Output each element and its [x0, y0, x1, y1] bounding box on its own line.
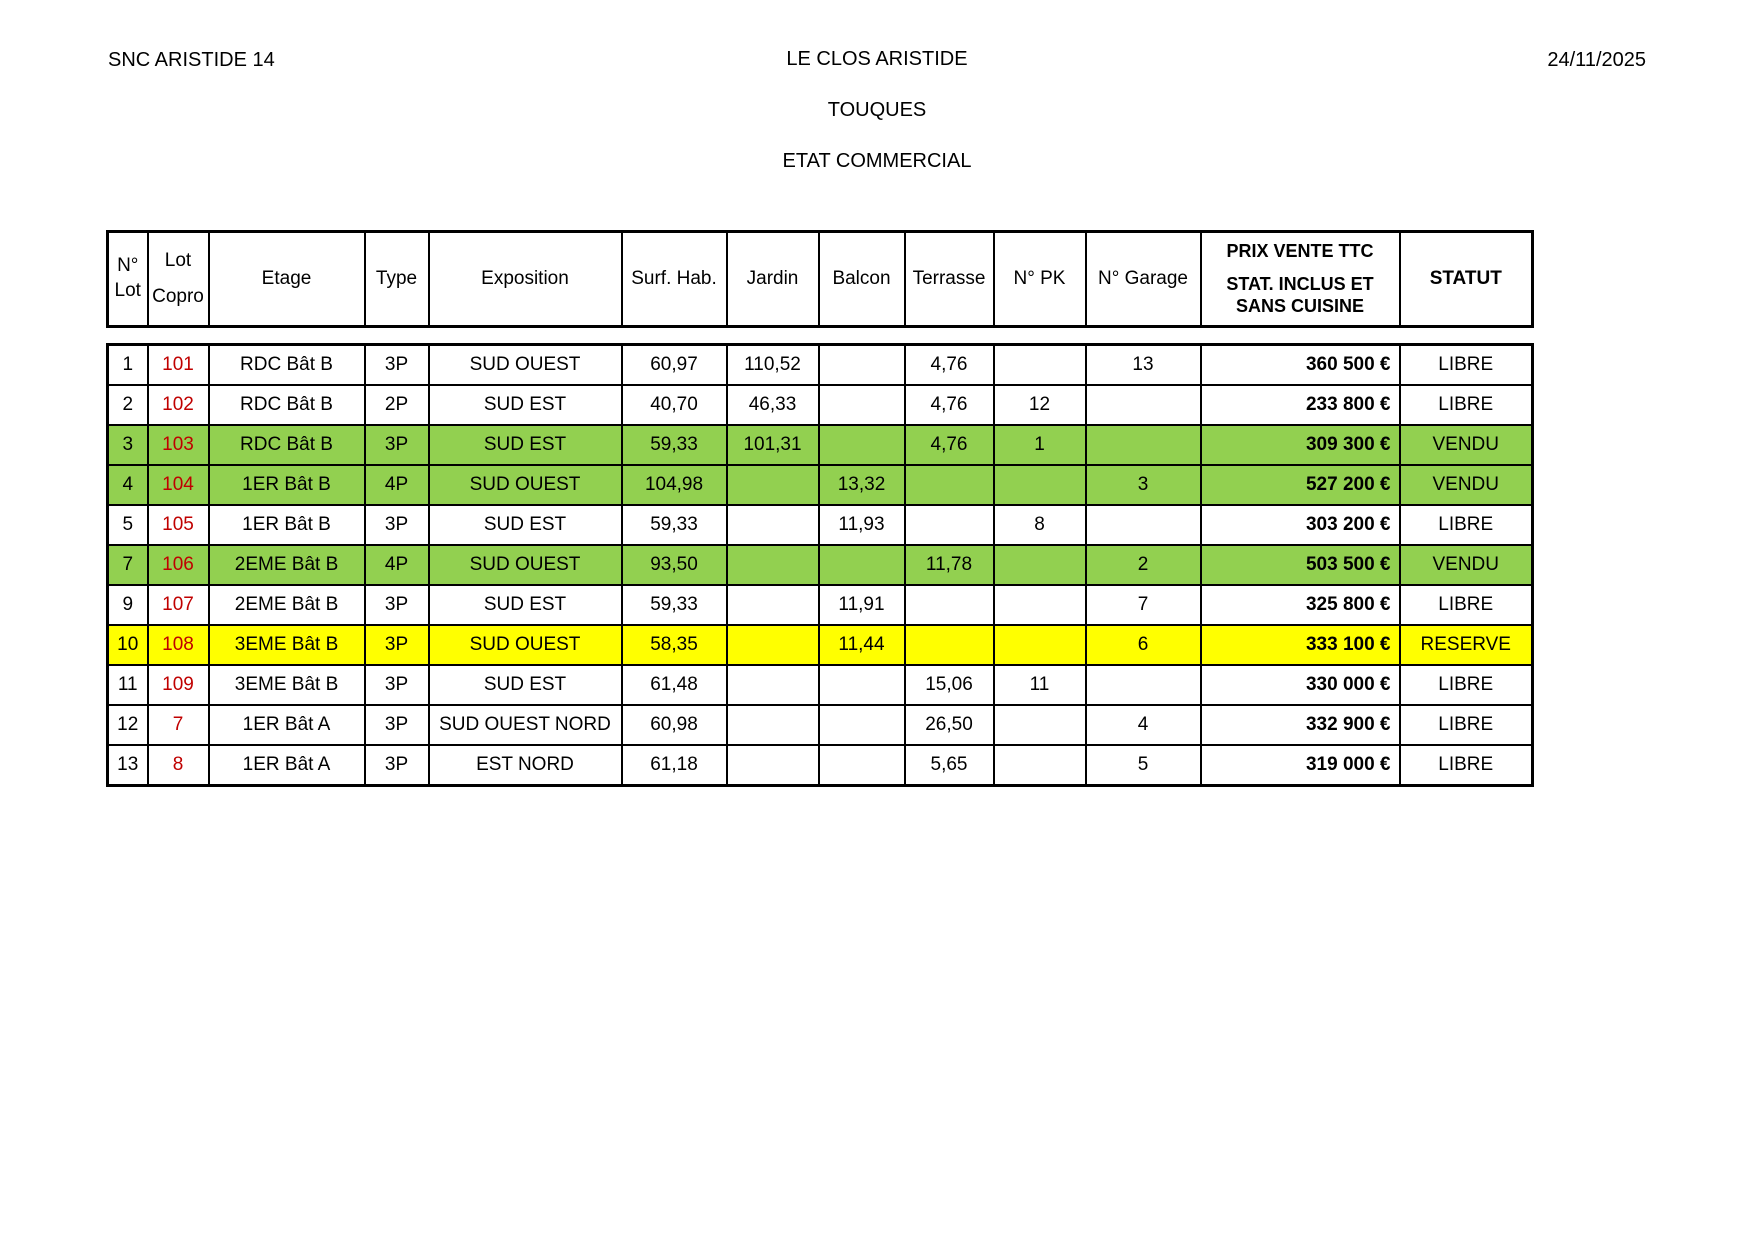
header-no-lot-line2: Lot [114, 280, 141, 301]
cell-etage: RDC Bât B [209, 385, 365, 425]
cell-balcon [819, 705, 905, 745]
cell-jardin [727, 705, 819, 745]
cell-exposition: SUD OUEST [429, 465, 622, 505]
cell-terrasse: 11,78 [905, 545, 994, 585]
cell-jardin [727, 505, 819, 545]
cell-lot: 1 [108, 345, 148, 386]
table-header [106, 230, 1534, 328]
header-jardin: Jardin [727, 232, 819, 327]
cell-type: 3P [365, 505, 429, 545]
cell-surf-hab: 60,97 [622, 345, 727, 386]
cell-exposition: SUD EST [429, 585, 622, 625]
cell-jardin [727, 545, 819, 585]
report-subtitle: ETAT COMMERCIAL [782, 150, 972, 172]
cell-type: 3P [365, 345, 429, 386]
cell-prix: 325 800 € [1201, 585, 1400, 625]
header-prix-line2: STAT. INCLUS ET [1226, 273, 1374, 294]
cell-exposition: SUD EST [429, 425, 622, 465]
cell-exposition: SUD OUEST [429, 545, 622, 585]
header-prix-line1: PRIX VENTE TTC [1226, 241, 1374, 262]
cell-jardin [727, 745, 819, 786]
cell-no-garage [1086, 665, 1201, 705]
cell-lot: 11 [108, 665, 148, 705]
header-prix-line3: SANS CUISINE [1235, 296, 1365, 317]
cell-no-garage: 7 [1086, 585, 1201, 625]
cell-exposition: SUD OUEST NORD [429, 705, 622, 745]
cell-no-garage: 5 [1086, 745, 1201, 786]
cell-lot: 9 [108, 585, 148, 625]
cell-lot-copro: 103 [148, 425, 209, 465]
cell-no-pk [994, 465, 1086, 505]
cell-lot: 5 [108, 505, 148, 545]
cell-no-pk [994, 345, 1086, 386]
header-lot-copro-line1: Lot [164, 249, 192, 271]
cell-no-pk [994, 545, 1086, 585]
cell-lot: 10 [108, 625, 148, 665]
cell-etage: 1ER Bât A [209, 705, 365, 745]
cell-no-garage: 6 [1086, 625, 1201, 665]
cell-jardin [727, 585, 819, 625]
table-row [108, 705, 1533, 745]
cell-no-garage: 4 [1086, 705, 1201, 745]
cell-surf-hab: 59,33 [622, 505, 727, 545]
cell-terrasse: 4,76 [905, 385, 994, 425]
cell-surf-hab: 58,35 [622, 625, 727, 665]
cell-balcon [819, 425, 905, 465]
cell-lot: 7 [108, 545, 148, 585]
cell-no-garage: 2 [1086, 545, 1201, 585]
header-type: Type [365, 232, 429, 327]
cell-prix: 330 000 € [1201, 665, 1400, 705]
cell-surf-hab: 40,70 [622, 385, 727, 425]
header-prix [1201, 232, 1400, 327]
cell-prix: 319 000 € [1201, 745, 1400, 786]
table-row [108, 585, 1533, 625]
cell-prix: 527 200 € [1201, 465, 1400, 505]
cell-lot: 2 [108, 385, 148, 425]
cell-etage: 1ER Bât A [209, 745, 365, 786]
header-statut: STATUT [1400, 232, 1533, 327]
cell-type: 3P [365, 625, 429, 665]
cell-prix: 303 200 € [1201, 505, 1400, 545]
table-row [108, 625, 1533, 665]
cell-jardin: 101,31 [727, 425, 819, 465]
cell-terrasse [905, 505, 994, 545]
cell-statut: LIBRE [1400, 585, 1533, 625]
cell-no-pk: 1 [994, 425, 1086, 465]
cell-etage: 1ER Bât B [209, 465, 365, 505]
cell-jardin [727, 665, 819, 705]
cell-terrasse: 4,76 [905, 345, 994, 386]
header-no-lot-line1: N° [117, 255, 139, 277]
cell-no-garage: 3 [1086, 465, 1201, 505]
cell-balcon: 11,91 [819, 585, 905, 625]
cell-no-pk [994, 625, 1086, 665]
cell-exposition: SUD EST [429, 385, 622, 425]
table-row [108, 345, 1533, 386]
cell-balcon [819, 665, 905, 705]
cell-balcon: 11,93 [819, 505, 905, 545]
cell-terrasse [905, 465, 994, 505]
cell-lot-copro: 105 [148, 505, 209, 545]
cell-surf-hab: 93,50 [622, 545, 727, 585]
cell-lot-copro: 106 [148, 545, 209, 585]
header-balcon: Balcon [819, 232, 905, 327]
header-no-pk: N° PK [994, 232, 1086, 327]
cell-etage: RDC Bât B [209, 425, 365, 465]
cell-type: 3P [365, 665, 429, 705]
cell-no-garage: 13 [1086, 345, 1201, 386]
cell-surf-hab: 61,48 [622, 665, 727, 705]
cell-terrasse [905, 585, 994, 625]
table-row [108, 545, 1533, 585]
cell-surf-hab: 59,33 [622, 425, 727, 465]
cell-statut: RESERVE [1400, 625, 1533, 665]
cell-terrasse: 4,76 [905, 425, 994, 465]
cell-surf-hab: 61,18 [622, 745, 727, 786]
cell-jardin: 46,33 [727, 385, 819, 425]
report-date: 24/11/2025 [1547, 49, 1646, 71]
cell-lot: 13 [108, 745, 148, 786]
cell-lot-copro: 102 [148, 385, 209, 425]
cell-statut: LIBRE [1400, 345, 1533, 386]
table-row [108, 385, 1533, 425]
table-row [108, 665, 1533, 705]
cell-exposition: SUD EST [429, 505, 622, 545]
cell-type: 3P [365, 745, 429, 786]
table-row [108, 425, 1533, 465]
header-no-lot [108, 232, 148, 327]
header-etage: Etage [209, 232, 365, 327]
cell-statut: LIBRE [1400, 705, 1533, 745]
header-no-garage: N° Garage [1086, 232, 1201, 327]
cell-type: 2P [365, 385, 429, 425]
cell-terrasse: 26,50 [905, 705, 994, 745]
cell-etage: 1ER Bât B [209, 505, 365, 545]
cell-exposition: SUD OUEST [429, 625, 622, 665]
cell-no-pk: 8 [994, 505, 1086, 545]
header-exposition: Exposition [429, 232, 622, 327]
cell-terrasse: 5,65 [905, 745, 994, 786]
cell-type: 3P [365, 585, 429, 625]
table-row [108, 465, 1533, 505]
cell-surf-hab: 59,33 [622, 585, 727, 625]
cell-etage: RDC Bât B [209, 345, 365, 386]
cell-lot: 4 [108, 465, 148, 505]
cell-lot-copro: 101 [148, 345, 209, 386]
cell-balcon [819, 385, 905, 425]
cell-statut: LIBRE [1400, 665, 1533, 705]
project-title: LE CLOS ARISTIDE [786, 48, 968, 70]
cell-statut: LIBRE [1400, 505, 1533, 545]
cell-statut: VENDU [1400, 425, 1533, 465]
cell-prix: 309 300 € [1201, 425, 1400, 465]
cell-etage: 2EME Bât B [209, 545, 365, 585]
cell-type: 4P [365, 545, 429, 585]
cell-statut: LIBRE [1400, 385, 1533, 425]
cell-no-pk [994, 745, 1086, 786]
cell-balcon [819, 345, 905, 386]
cell-etage: 2EME Bât B [209, 585, 365, 625]
cell-surf-hab: 104,98 [622, 465, 727, 505]
cell-no-pk: 12 [994, 385, 1086, 425]
cell-prix: 332 900 € [1201, 705, 1400, 745]
city-title: TOUQUES [827, 99, 927, 121]
cell-jardin [727, 625, 819, 665]
cell-lot: 12 [108, 705, 148, 745]
cell-type: 4P [365, 465, 429, 505]
cell-type: 3P [365, 425, 429, 465]
cell-surf-hab: 60,98 [622, 705, 727, 745]
cell-lot-copro: 107 [148, 585, 209, 625]
cell-lot-copro: 7 [148, 705, 209, 745]
cell-terrasse: 15,06 [905, 665, 994, 705]
cell-jardin [727, 465, 819, 505]
lots-table [106, 343, 1534, 787]
cell-lot: 3 [108, 425, 148, 465]
cell-statut: VENDU [1400, 465, 1533, 505]
cell-balcon: 11,44 [819, 625, 905, 665]
cell-lot-copro: 8 [148, 745, 209, 786]
header-terrasse: Terrasse [905, 232, 994, 327]
cell-no-pk [994, 705, 1086, 745]
cell-prix: 360 500 € [1201, 345, 1400, 386]
header-lot-copro-line2: Copro [152, 286, 204, 307]
cell-no-garage [1086, 385, 1201, 425]
company-name: SNC ARISTIDE 14 [108, 49, 275, 71]
cell-prix: 233 800 € [1201, 385, 1400, 425]
cell-no-garage [1086, 425, 1201, 465]
cell-no-pk [994, 585, 1086, 625]
table-row [108, 745, 1533, 786]
cell-no-garage [1086, 505, 1201, 545]
cell-exposition: SUD OUEST [429, 345, 622, 386]
cell-lot-copro: 109 [148, 665, 209, 705]
cell-exposition: EST NORD [429, 745, 622, 786]
header-surf-hab: Surf. Hab. [622, 232, 727, 327]
cell-balcon [819, 545, 905, 585]
cell-lot-copro: 104 [148, 465, 209, 505]
cell-balcon [819, 745, 905, 786]
cell-jardin: 110,52 [727, 345, 819, 386]
cell-etage: 3EME Bât B [209, 625, 365, 665]
cell-type: 3P [365, 705, 429, 745]
cell-statut: LIBRE [1400, 745, 1533, 786]
cell-prix: 333 100 € [1201, 625, 1400, 665]
cell-statut: VENDU [1400, 545, 1533, 585]
cell-terrasse [905, 625, 994, 665]
cell-etage: 3EME Bât B [209, 665, 365, 705]
cell-lot-copro: 108 [148, 625, 209, 665]
cell-no-pk: 11 [994, 665, 1086, 705]
cell-exposition: SUD EST [429, 665, 622, 705]
table-row [108, 505, 1533, 545]
cell-balcon: 13,32 [819, 465, 905, 505]
cell-prix: 503 500 € [1201, 545, 1400, 585]
header-lot-copro [148, 232, 209, 327]
